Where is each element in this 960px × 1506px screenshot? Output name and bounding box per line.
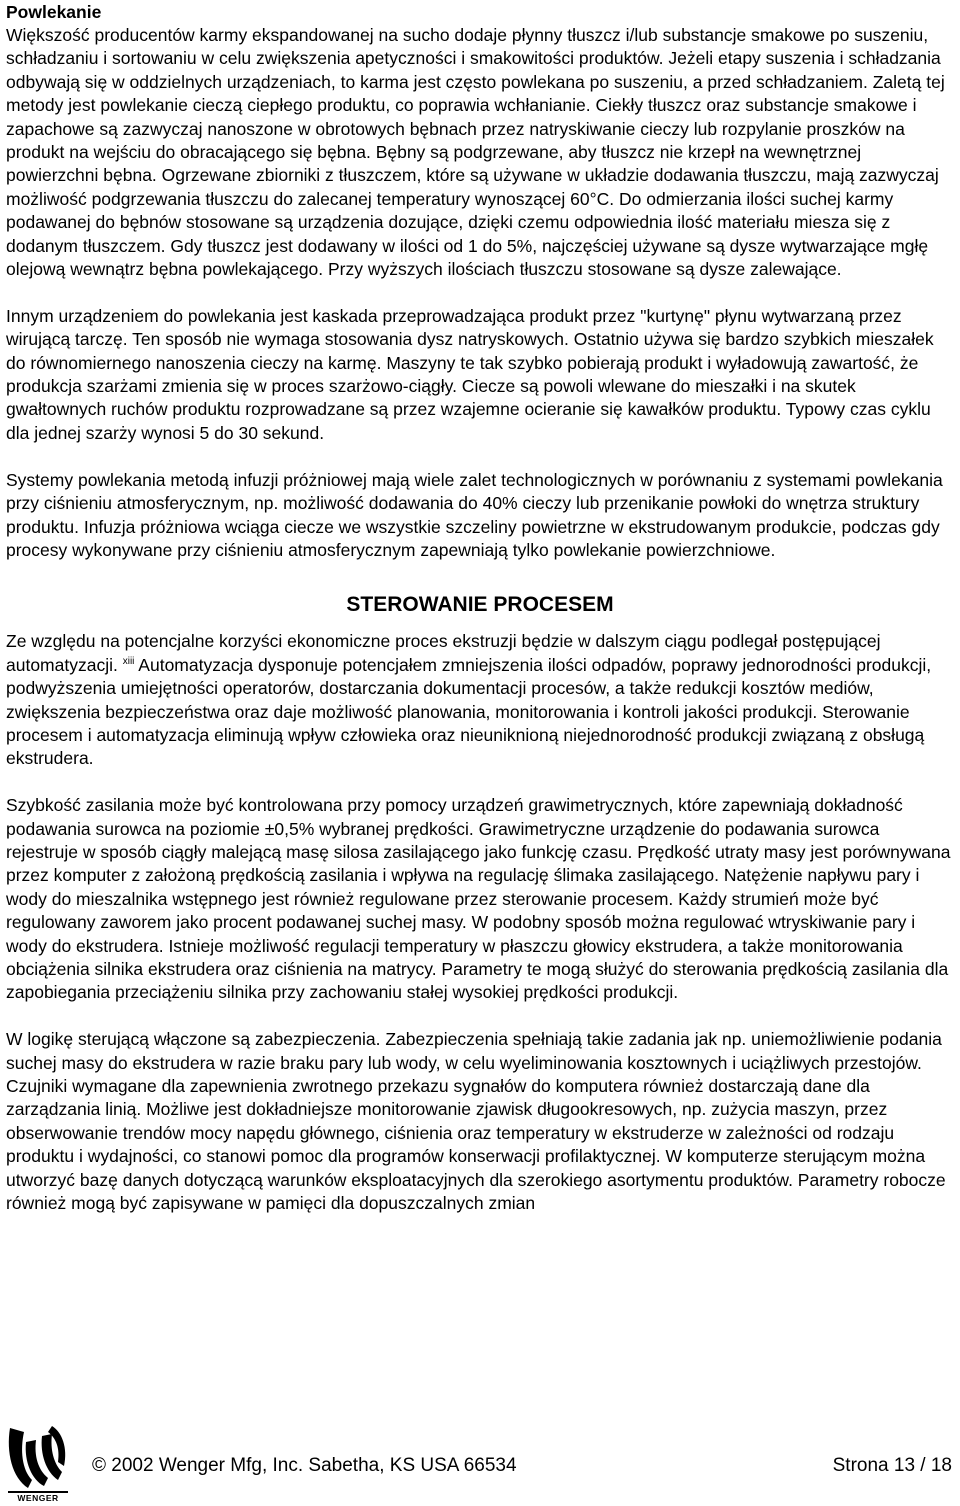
document-page (6, 0, 954, 1215)
paragraph: Innym urządzeniem do powlekania jest kaskada przeprowadzająca produkt przez "kurtynę" płynu wytwarzaną przez wirującą tarczę. Ten sposób nie wymaga stosowania dysz natryskowych. Ostatnio używa się bardzo szybkich mieszałek do równomiernego nanoszenia cieczy na karmę. Maszyny te tak szybko pobierają produkt i wyładowują zawartość, że produkcja szarżami zmienia się w proces szarżowo-ciągły. Ciecze są powoli wlewane do mieszałki i na skutek gwałtownych ruchów produktu rozprowadzane są przez wzajemne ocieranie się kawałków produktu. Typowy czas cyklu dla jednej szarży wynosi 5 do 30 sekund. (6, 305, 934, 443)
logo-wordmark: WENGER (17, 1493, 59, 1503)
footnote-reference[interactable]: xiii (122, 655, 135, 667)
paragraph: Większość producentów karmy ekspandowanej na sucho dodaje płynny tłuszcz i/lub substancje smakowe po suszeniu, schładzaniu i sortowaniu w celu zwiększenia apetyczności i smakowitości produktów. Jeżeli etapy suszenia i schładzania odbywają się w oddzielnych urządzeniach, to karma jest często powlekana po suszeniu, a przed schładzaniem. Zaletą tej metody jest powlekanie cieczą ciepłego produktu, co poprawia wchłanianie. Ciekły tłuszcz oraz substancje smakowe i zapachowe są zazwyczaj nanoszone w obrotowych bębnach przez natryskiwanie cieczy lub rozpylanie proszków na produkt na wejściu do obracającego się bębna. Bębny są podgrzewane, aby tłuszcz nie krzepł na wewnętrznej powierzchni bębna. Ogrzewane zbiorniki z tłuszczem, które są używane w układzie dodawania tłuszczu, mają zazwyczaj możliwość podgrzewania tłuszczu do zalecanej temperatury wynoszącej 60°C. Do odmierzania ilości suchej karmy podawanej do bębnów stosowane są urządzenia dozujące, dzięki czemu odpowiednia ilość materiału miesza się z dodanym tłuszczem. Gdy tłuszcz jest dodawany w ilości od 1 do 5%, najczęściej używane są dysze wytwarzające mgłę olejową wewnątrz bębna powlekającego. Przy wyższych ilościach tłuszczu stosowane są dysze zalewające. (6, 25, 945, 280)
page-number: Strona 13 / 18 (832, 1455, 952, 1476)
paragraph-text: Automatyzacja dysponuje potencjałem zmniejszenia ilości odpadów, poprawy jednorodności produkcji, podwyższenia umiejętności operatorów, dostarczania dokumentacji procesów, a także redukcji kosztów mediów, zwiększenia bezpieczeństwa oraz daje możliwość planowania, monitorowania i kontroli jakości produkcji. Sterowanie procesem i automatyzacja eliminują wpływ człowieka oraz nieuniknioną niejednorodność produkcji związaną z obsługą ekstrudera. (6, 654, 932, 769)
paragraph: Szybkość zasilania może być kontrolowana przy pomocy urządzeń grawimetrycznych, które zapewniają dokładność podawania surowca na poziomie ±0,5% wybranej prędkości. Grawimetryczne urządzenie do podawania surowca rejestruje w sposób ciągły malejącą masę silosa zasilającego jako funkcję czasu. Prędkość utraty masy jest porównywana przez komputer z założoną prędkością zasilania i wpływa na regulację ślimaka zasilającego. Natężenie napływu pary i wody do mieszalnika wstępnego jest również regulowane przez sterowanie procesem. Każdy strumień może być regulowany zaworem jako procent podawanej suchej masy. W podobny sposób można regulować wtryskiwanie pary i wody do ekstrudera. Istnieje możliwość regulacji temperatury w płaszczu głowicy ekstrudera, a także monitorowania obciążenia silnika ekstrudera oraz ciśnienia na matrycy. Parametry te mogą służyć do sterowania prędkością zasilania dla zapobiegania przeciążeniu silnika przy zachowaniu stałej wysokiej prędkości produkcji. (6, 795, 951, 1003)
paragraph: W logikę sterującą włączone są zabezpieczenia. Zabezpieczenia spełniają takie zadania jak np. uniemożliwienie podania suchej masy do ekstrudera w razie braku pary lub wody, w celu wyeliminowania kosztownych i uciążliwych przestojów. Czujniki wymagane dla zapewnienia zwrotnego przekazu sygnałów do komputera również dostarczają dane dla zarządzania linią. Możliwe jest dokładniejsze monitorowanie zjawisk długookresowych, np. zużycia maszyn, przez obserwowanie trendów mocy napędu głównego, ciśnienia oraz temperatury w ekstruderze w zależności od rodzaju produktu i wydajności, co stanowi pomoc dla programów konserwacji profilaktycznej. W komputerze sterującym można utworzyć bazę danych dotyczącą warunków eksploatacyjnych dla szerokiego asortymentu produktów. Parametry robocze również mogą być zapisywane w pamięci dla dopuszczalnych zmian (6, 1029, 946, 1214)
chapter-heading: STEROWANIE PROCESEM (346, 593, 614, 617)
paragraph: Systemy powlekania metodą infuzji próżniowej mają wiele zalet technologicznych w porównaniu z systemami powlekania przy ciśnieniu atmosferycznym, np. możliwość dodawania do 40% cieczy lub przenikanie powłoki do wnętrza struktury produktu. Infuzja próżniowa wciąga ciecze we wszystkie szczeliny powietrzne w ekstrudowanym produkcie, podczas gdy procesy wykonywane przy ciśnieniu atmosferycznym zapewniają tylko powlekanie powierzchniowe. (6, 469, 943, 560)
wenger-logo (4, 1422, 72, 1506)
section-heading: Powlekanie (6, 2, 102, 22)
wenger-logo-icon (4, 1422, 72, 1494)
copyright-text: © 2002 Wenger Mfg, Inc. Sabetha, KS USA 66534 (92, 1455, 517, 1476)
paragraph (6, 630, 954, 770)
page-footer (0, 1418, 960, 1506)
paragraph-text: Ze względu na potencjalne korzyści ekonomiczne proces ekstruzji będzie w dalszym ciągu podlegał postępującej automatyzacji. (6, 631, 881, 675)
